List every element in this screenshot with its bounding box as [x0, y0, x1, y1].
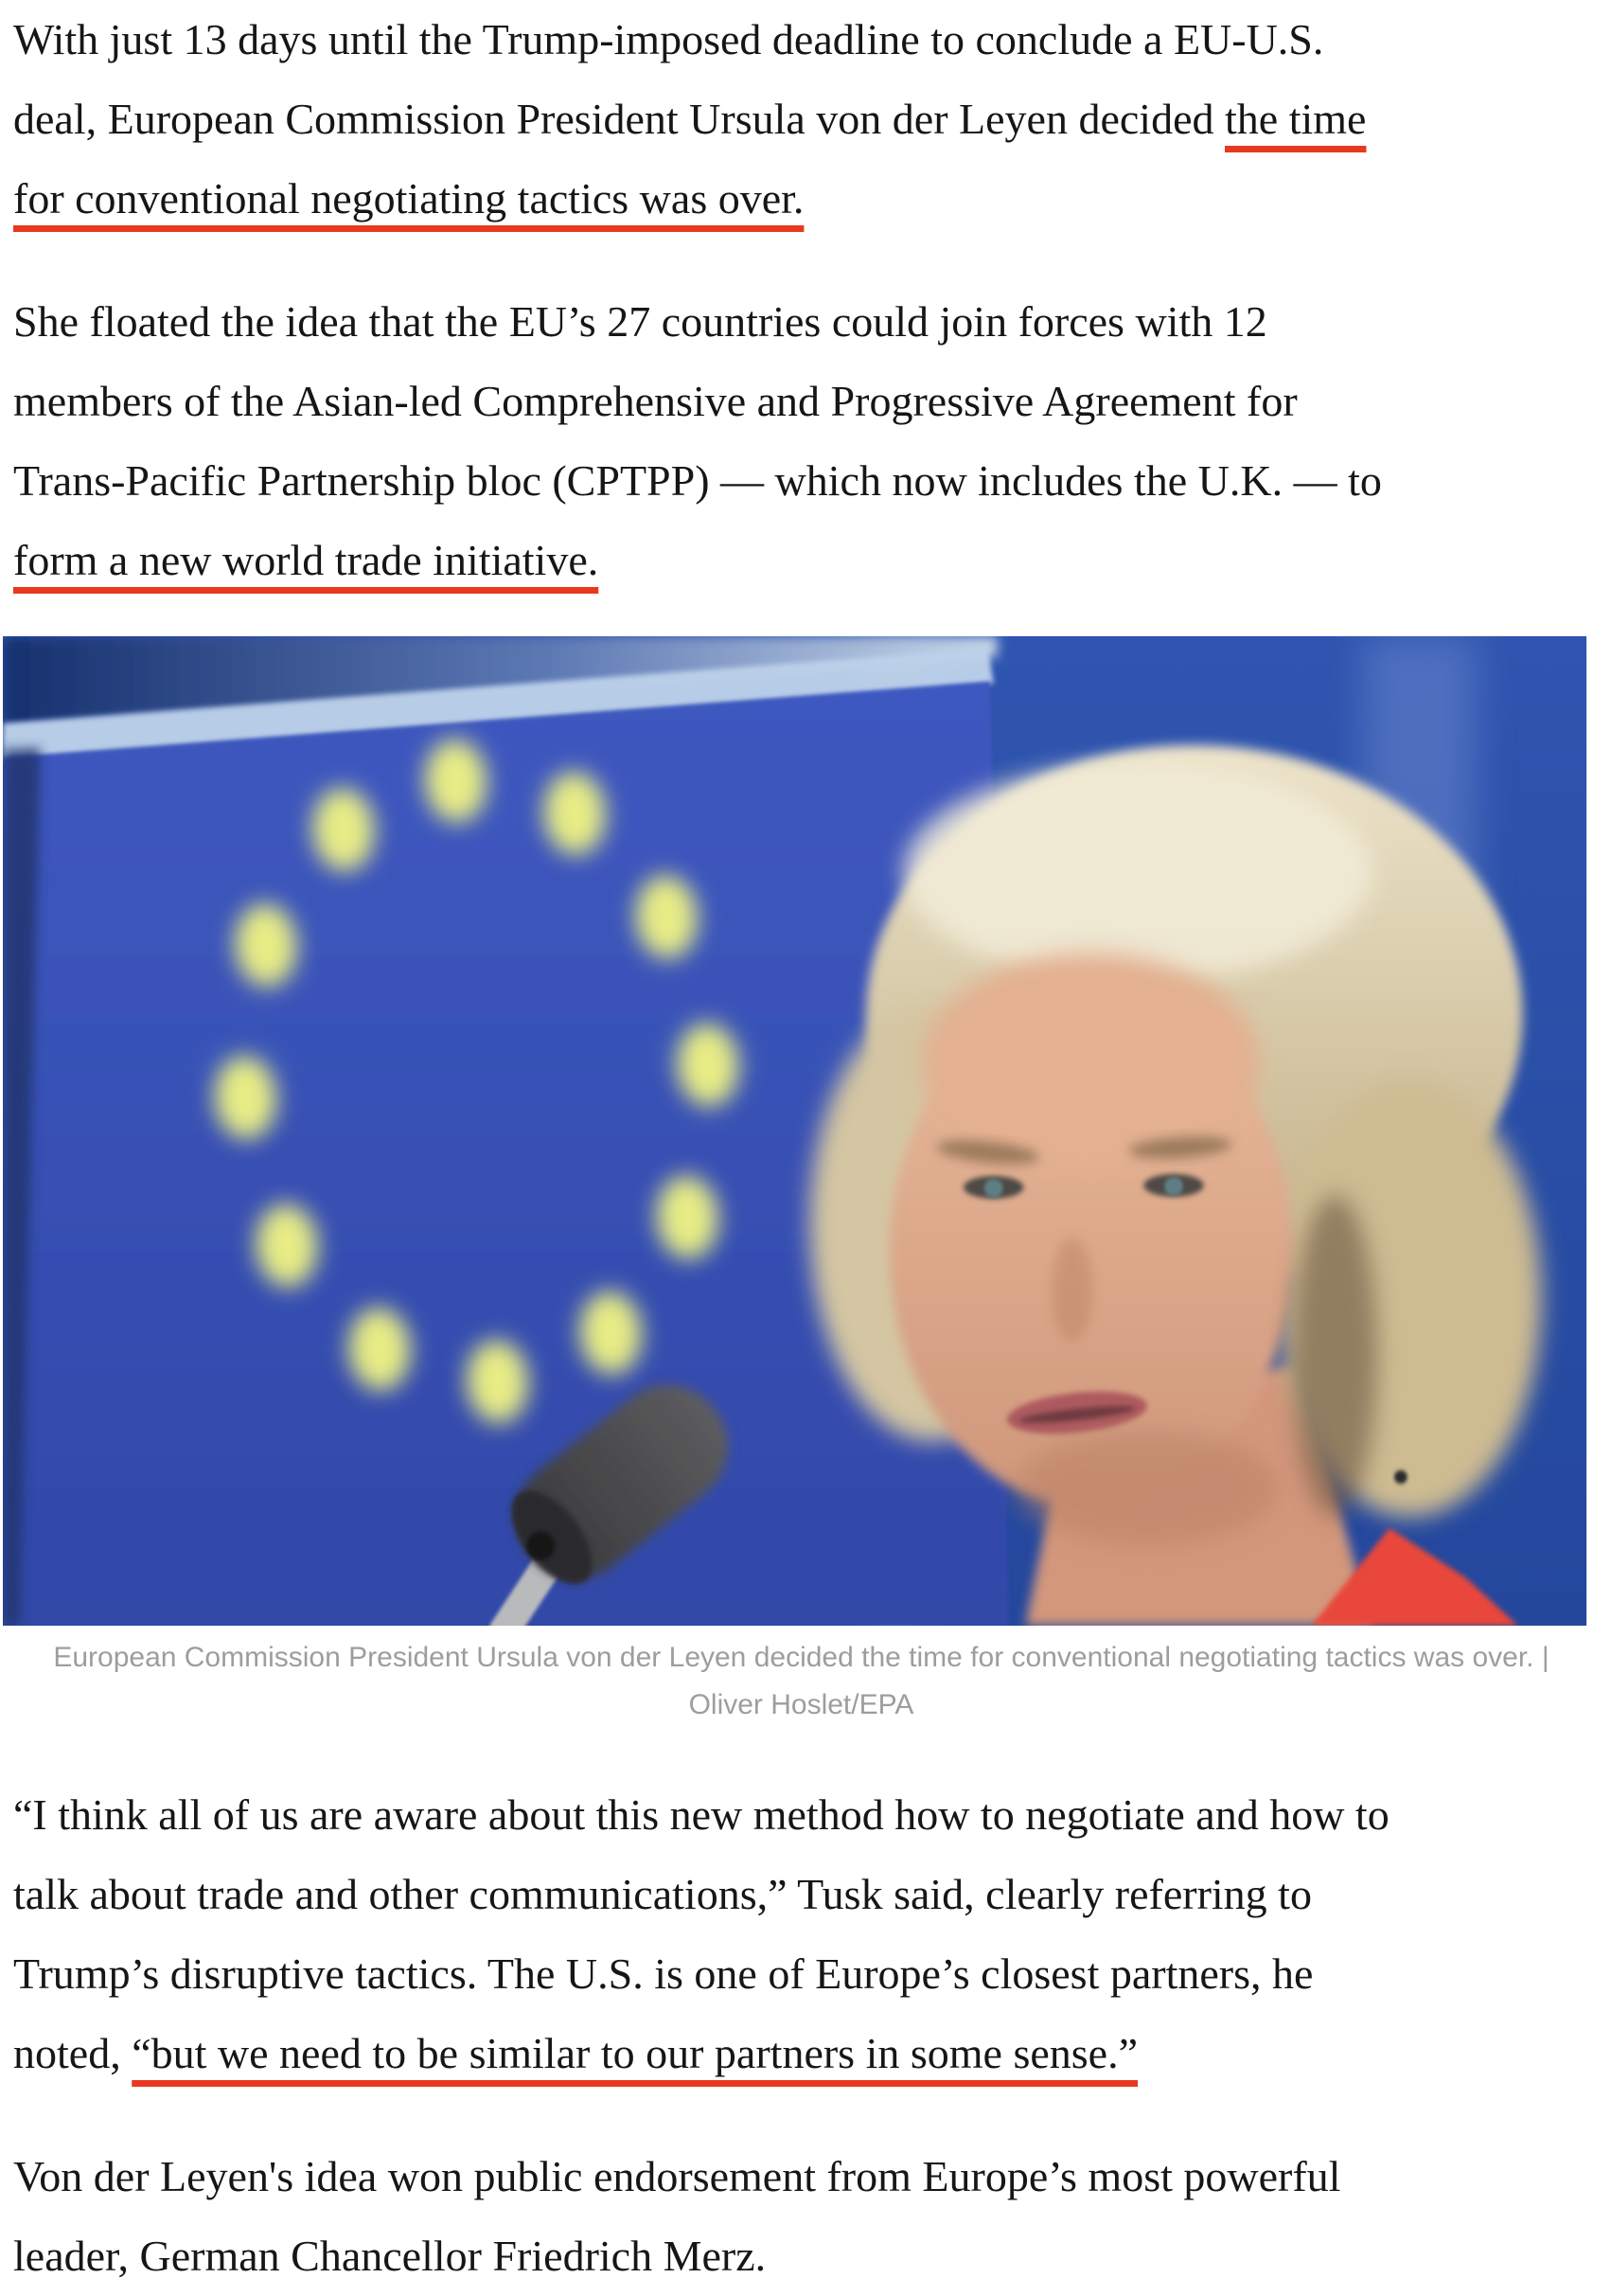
paragraph — [13, 1775, 1598, 2093]
article-link[interactable]: for conventional negotiating tactics was over. — [13, 174, 805, 222]
text-line — [13, 521, 1598, 600]
text-run: Trans-Pacific Partnership bloc (CPTPP) — which now includes the U.K. — to — [13, 456, 1382, 505]
article-link[interactable]: form a new world trade initiative. — [13, 536, 599, 584]
paragraph — [13, 0, 1598, 239]
text-run: talk about trade and other communications,” Tusk said, clearly referring to — [13, 1870, 1312, 1918]
text-run: With just 13 days until the Trump-imposed deadline to conclude a EU-U.S. — [13, 15, 1324, 63]
photo-caption-credit: Oliver Hoslet/EPA — [688, 1689, 914, 1720]
article-body — [13, 1775, 1598, 2296]
text-line — [13, 80, 1598, 159]
paragraph — [13, 282, 1598, 600]
article-link[interactable]: the time — [1225, 95, 1367, 143]
text-run: leader, German Chancellor Friedrich Merz. — [13, 2232, 767, 2280]
text-run: Von der Leyen's idea won public endorsement from Europe’s most powerful — [13, 2152, 1341, 2200]
text-run: members of the Asian-led Comprehensive and Progressive Agreement for — [13, 377, 1298, 425]
paragraph — [13, 2137, 1598, 2296]
photo-caption-text: European Commission President Ursula von der Leyen decided the time for conventional negotiating tactics was over. | — [53, 1642, 1549, 1673]
text-line — [13, 2216, 1598, 2296]
article-photo — [3, 636, 1600, 1626]
text-line — [13, 1934, 1598, 2014]
text-line — [13, 2014, 1598, 2093]
text-line — [13, 1775, 1598, 1855]
text-line — [13, 2137, 1598, 2216]
text-run: “I think all of us are aware about this new method how to negotiate and how to — [13, 1790, 1390, 1839]
article-intro — [13, 0, 1598, 600]
text-line — [13, 282, 1598, 362]
article-link[interactable]: “but we need to be similar to our partners in some sense.” — [132, 2029, 1139, 2077]
text-run: Trump’s disruptive tactics. The U.S. is one of Europe’s closest partners, he — [13, 1949, 1314, 1998]
text-run: She floated the idea that the EU’s 27 countries could join forces with 12 — [13, 297, 1267, 346]
text-run: noted, — [13, 2029, 133, 2077]
text-line — [13, 441, 1598, 521]
text-line — [13, 159, 1598, 239]
photo-caption — [3, 1634, 1600, 1729]
text-line — [13, 0, 1598, 80]
text-line — [13, 362, 1598, 441]
earring — [1394, 1470, 1407, 1484]
article-figure — [3, 636, 1600, 1729]
text-line — [13, 1855, 1598, 1934]
text-run: deal, European Commission President Ursula von der Leyen decided — [13, 95, 1226, 143]
